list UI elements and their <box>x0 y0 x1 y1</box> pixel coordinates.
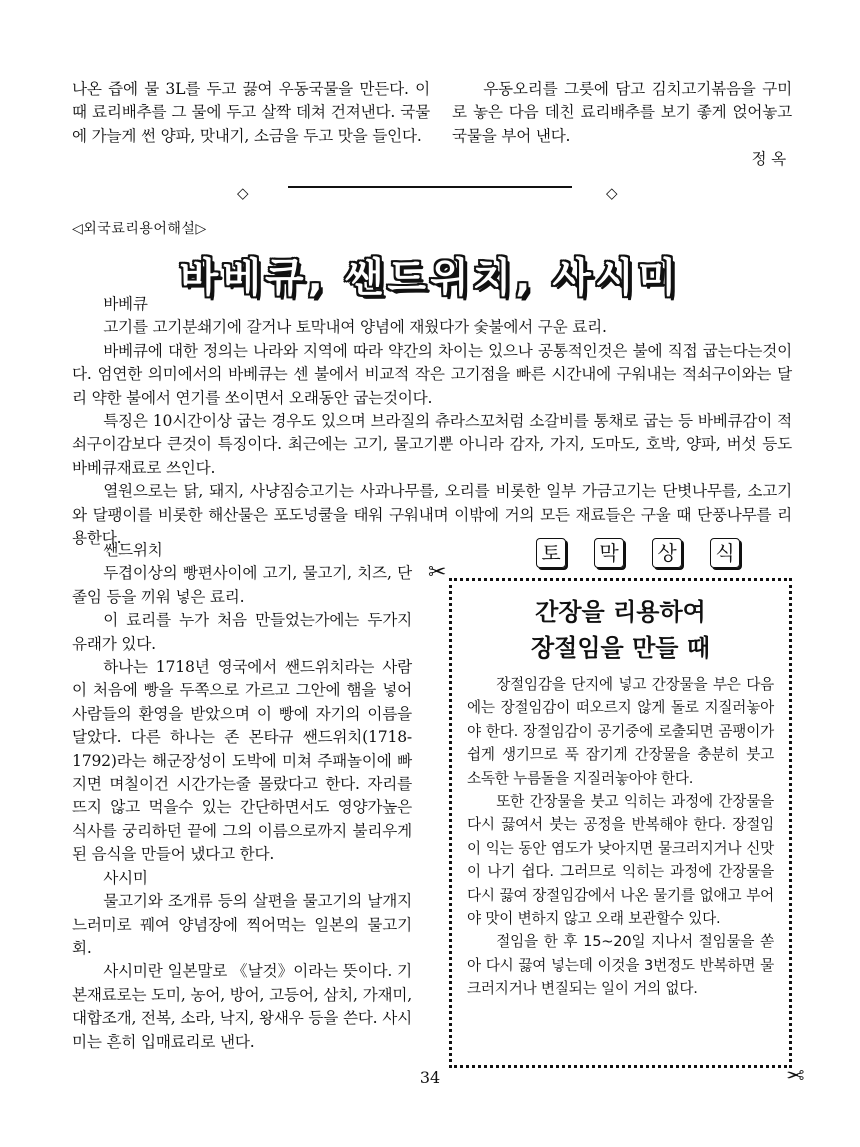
tips-title-line: 장절임을 만들 때 <box>531 634 710 662</box>
tips-label <box>536 538 768 568</box>
tips-label-char: 식 <box>710 538 740 568</box>
prev-article-right-text: 우동오리를 그릇에 담고 김치고기볶음을 구미로 놓은 다음 데친 료리배추를 보기 좋게 얹어놓고 국물을 부어 낸다. <box>452 80 792 145</box>
sandwich-paragraph: 이 료리를 누가 처음 만들었는가에는 두가지 유래가 있다. <box>72 611 412 653</box>
prev-article-left-column <box>72 78 430 148</box>
tips-title <box>452 594 789 666</box>
scissors-bottom-icon: ✂ <box>786 1064 805 1089</box>
sandwich-definition: 두겹이상의 빵편사이에 고기, 물고기, 치즈, 단졸임 등을 끼워 넣은 료리. <box>72 564 412 606</box>
prev-article-left-text: 나온 즙에 물 3L를 두고 끓여 우동국물을 만든다. 이때 료리배추를 그 물에 두고 살짝 데쳐 건져낸다. 국물에 가늘게 썬 양파, 맛내기, 소금을 두고 맛을 들인다. <box>72 80 430 145</box>
section-title: 바베큐, 쌘드위치, 사시미 <box>179 255 681 301</box>
prev-article-right-column <box>452 78 792 172</box>
sashimi-definition: 물고기와 조개류 등의 살편을 물고기의 날개지느러미로 꿰여 양념장에 찍어먹는 일본의 물고기회. <box>72 892 412 957</box>
divider-line <box>288 186 572 188</box>
page-number: 34 <box>419 1068 441 1087</box>
tips-paragraph: 절임을 한 후 15~20일 지나서 절임물을 쏟아 다시 끓여 넣는데 이것을 3번정도 반복하면 물크러지거나 변질되는 일이 거의 없다. <box>467 933 774 998</box>
barbecue-paragraph: 바베큐에 대한 정의는 나라와 지역에 따라 약간의 차이는 있으나 공통적인것은 불에 직접 굽는다는것이다. 엄연한 의미에서의 바베큐는 센 불에서 비교적 작은 고기점을 빠른 시간내에 구워내는 적쇠구이와는 달리 약한 불에서 연기를 쏘이면서 오래동안 굽는것이다. <box>72 341 792 407</box>
left-column <box>72 539 412 1054</box>
scissors-top-icon: ✂ <box>428 560 447 585</box>
tips-paragraph: 또한 간장물을 붓고 익히는 과정에 간장물을 다시 끓여서 붓는 공정을 반복해야 한다. 장절임이 익는 동안 염도가 낮아지면 물크러지거나 신맛이 나기 쉽다. 그러므로 익히는 과정에 간장물을 다시 끓여 장절임감에서 나온 물기를 없애고 부어야 맛이 변하지 않고 오래 보관할수 있다. <box>467 793 774 928</box>
barbecue-paragraph: 열원으로는 닭, 돼지, 사냥짐승고기는 사과나무를, 오리를 비롯한 일부 가금고기는 단볏나무를, 소고기와 달팽이를 비롯한 해산물은 포도넝쿨을 태워 구워내며 이밖에 거의 모든 재료들은 구울 때 단풍나무를 리용한다. <box>72 482 792 548</box>
sashimi-heading: 사시미 <box>103 868 148 887</box>
barbecue-heading: 바베큐 <box>103 295 148 313</box>
divider-diamond-right-icon: ◇ <box>606 184 618 202</box>
tips-label-char: 토 <box>536 538 566 568</box>
tips-label-char: 막 <box>594 538 624 568</box>
barbecue-definition: 고기를 고기분쇄기에 갈거나 토막내여 양념에 재웠다가 숯불에서 구운 료리. <box>103 318 607 337</box>
section-subtitle: ◁외국료리용어해설▷ <box>72 221 207 237</box>
divider-diamond-left-icon: ◇ <box>237 184 249 202</box>
tips-body <box>467 673 774 1001</box>
tips-label-char: 상 <box>652 538 682 568</box>
tips-paragraph: 장절임감을 단지에 넣고 간장물을 부은 다음에는 장절임감이 떠오르지 않게 돌로 지질러놓아야 한다. 장절임감이 공기중에 로출되면 곰팽이가 쉽게 생기므로 푹 잠기게 간장물을 충분히 붓고 소독한 누름돌을 지질러놓아야 한다. <box>467 676 774 787</box>
sashimi-paragraph: 사시미란 일본말로 《날것》이라는 뜻이다. 기본재료로는 도미, 농어, 방어, 고등어, 삼치, 가재미, 대합조개, 전복, 소라, 낙지, 왕새우 등을 쓴다. 사시미는 흔히 입매료리로 낸다. <box>72 962 412 1051</box>
barbecue-paragraph: 특징은 10시간이상 굽는 경우도 있으며 브라질의 츄라스꼬처럼 소갈비를 통채로 굽는 등 바베큐감이 적쇠구이감보다 큰것이 특징이다. 최근에는 고기, 물고기뿐 아니라 감자, 가지, 도마도, 호박, 양파, 버섯 등도 바베큐재료로 쓰인다. <box>72 412 792 477</box>
barbecue-article <box>72 293 792 550</box>
tips-title-line: 간장을 리용하여 <box>535 598 706 626</box>
sandwich-paragraph: 하나는 1718년 영국에서 쌘드위치라는 사람이 처음에 빵을 두쪽으로 가르고 그안에 햄을 넣어 사람들의 환영을 받았으며 이 빵에 자기의 이름을 달았다. 다른 하나는 존 몬타규 쌘드위치(1718-1792)라는 해군장성이 도박에 미쳐 주패놀이에 빠지면 며칠이건 시간가는줄 몰랐다고 한다. 자리를 뜨지 않고 먹을수 있는 간단하면서도 영양가높은 식사를 궁리하던 끝에 그의 이름으로까지 불리우게 된 음식을 만들어 냈다고 한다. <box>72 658 412 864</box>
prev-article-author: 정 옥 <box>751 150 786 169</box>
sandwich-heading: 쌘드위치 <box>103 541 163 559</box>
